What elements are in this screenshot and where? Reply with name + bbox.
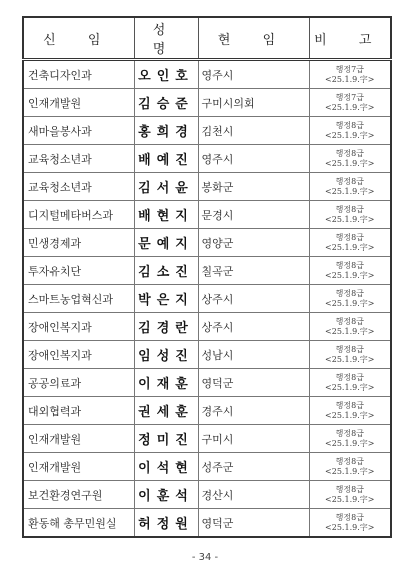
person-name-cell: 권세훈 (134, 397, 198, 425)
person-name-cell: 이재훈 (134, 369, 198, 397)
table-row (23, 60, 391, 89)
note-cell (309, 341, 391, 369)
effective-date-text: <25.1.9.字> (325, 354, 375, 364)
table-row (23, 145, 391, 173)
effective-date-text: <25.1.9.字> (325, 494, 375, 504)
grade-text: 행정8급 (335, 120, 364, 130)
grade-text: 행정8급 (335, 204, 364, 214)
new-post-cell: 건축디자인과 (23, 60, 134, 89)
current-post-cell: 영덕군 (198, 369, 309, 397)
new-post-cell: 민생경제과 (23, 229, 134, 257)
grade-text: 행정8급 (335, 400, 364, 410)
new-post-cell: 인재개발원 (23, 453, 134, 481)
effective-date-text: <25.1.9.字> (325, 382, 375, 392)
note-cell (309, 313, 391, 341)
new-post-cell: 장애인복지과 (23, 313, 134, 341)
current-post-cell: 상주시 (198, 313, 309, 341)
current-post-cell: 김천시 (198, 117, 309, 145)
table-row (23, 285, 391, 313)
grade-text: 행정8급 (335, 428, 364, 438)
grade-text: 행정8급 (335, 176, 364, 186)
grade-text: 행정7급 (335, 92, 364, 102)
new-post-cell: 공공의료과 (23, 369, 134, 397)
current-post-cell: 성남시 (198, 341, 309, 369)
table-row (23, 173, 391, 201)
table-header (23, 17, 391, 60)
effective-date-text: <25.1.9.字> (325, 74, 375, 84)
current-post-cell: 영양군 (198, 229, 309, 257)
new-post-cell: 투자유치단 (23, 257, 134, 285)
note-cell (309, 89, 391, 117)
table-row (23, 117, 391, 145)
new-post-cell: 인재개발원 (23, 425, 134, 453)
person-name-cell: 이석현 (134, 453, 198, 481)
effective-date-text: <25.1.9.字> (325, 466, 375, 476)
table-row (23, 313, 391, 341)
effective-date-text: <25.1.9.字> (325, 158, 375, 168)
person-name-cell: 홍희경 (134, 117, 198, 145)
current-post-cell: 상주시 (198, 285, 309, 313)
person-name-cell: 박은지 (134, 285, 198, 313)
current-post-cell: 칠곡군 (198, 257, 309, 285)
current-post-cell: 구미시의회 (198, 89, 309, 117)
current-post-cell: 영주시 (198, 145, 309, 173)
person-name-cell: 정미진 (134, 425, 198, 453)
note-cell (309, 173, 391, 201)
effective-date-text: <25.1.9.字> (325, 242, 375, 252)
current-post-cell: 영덕군 (198, 509, 309, 538)
table-row (23, 425, 391, 453)
note-cell (309, 60, 391, 89)
header-new-post: 신 임 (23, 17, 134, 60)
person-name-cell: 문예지 (134, 229, 198, 257)
table-row (23, 481, 391, 509)
person-name-cell: 김소진 (134, 257, 198, 285)
current-post-cell: 구미시 (198, 425, 309, 453)
note-cell (309, 397, 391, 425)
personnel-table (22, 16, 392, 538)
effective-date-text: <25.1.9.字> (325, 298, 375, 308)
grade-text: 행정8급 (335, 456, 364, 466)
new-post-cell: 디지털메타버스과 (23, 201, 134, 229)
new-post-cell: 새마을봉사과 (23, 117, 134, 145)
effective-date-text: <25.1.9.字> (325, 270, 375, 280)
note-cell (309, 481, 391, 509)
grade-text: 행정8급 (335, 316, 364, 326)
grade-text: 행정8급 (335, 512, 364, 522)
person-name-cell: 배예진 (134, 145, 198, 173)
table-row (23, 229, 391, 257)
current-post-cell: 성주군 (198, 453, 309, 481)
grade-text: 행정8급 (335, 288, 364, 298)
table-row (23, 453, 391, 481)
grade-text: 행정8급 (335, 148, 364, 158)
table-row (23, 257, 391, 285)
grade-text: 행정8급 (335, 484, 364, 494)
new-post-cell: 교육청소년과 (23, 145, 134, 173)
current-post-cell: 봉화군 (198, 173, 309, 201)
effective-date-text: <25.1.9.字> (325, 186, 375, 196)
note-cell (309, 509, 391, 538)
person-name-cell: 배현지 (134, 201, 198, 229)
header-note: 비 고 (309, 17, 391, 60)
effective-date-text: <25.1.9.字> (325, 410, 375, 420)
note-cell (309, 257, 391, 285)
person-name-cell: 김경란 (134, 313, 198, 341)
grade-text: 행정8급 (335, 232, 364, 242)
current-post-cell: 영주시 (198, 60, 309, 89)
current-post-cell: 경산시 (198, 481, 309, 509)
current-post-cell: 문경시 (198, 201, 309, 229)
effective-date-text: <25.1.9.字> (325, 522, 375, 532)
note-cell (309, 285, 391, 313)
effective-date-text: <25.1.9.字> (325, 326, 375, 336)
person-name-cell: 김승준 (134, 89, 198, 117)
grade-text: 행정8급 (335, 372, 364, 382)
new-post-cell: 교육청소년과 (23, 173, 134, 201)
table-row (23, 341, 391, 369)
effective-date-text: <25.1.9.字> (325, 130, 375, 140)
person-name-cell: 김서윤 (134, 173, 198, 201)
new-post-cell: 보건환경연구원 (23, 481, 134, 509)
person-name-cell: 오인호 (134, 60, 198, 89)
header-current-post: 현 임 (198, 17, 309, 60)
note-cell (309, 369, 391, 397)
note-cell (309, 425, 391, 453)
note-cell (309, 201, 391, 229)
person-name-cell: 허정원 (134, 509, 198, 538)
note-cell (309, 117, 391, 145)
new-post-cell: 환동해 총무민원실 (23, 509, 134, 538)
new-post-cell: 장애인복지과 (23, 341, 134, 369)
table-row (23, 509, 391, 538)
personnel-table-container (22, 16, 390, 538)
new-post-cell: 인재개발원 (23, 89, 134, 117)
table-row (23, 89, 391, 117)
table-row (23, 369, 391, 397)
grade-text: 행정8급 (335, 260, 364, 270)
person-name-cell: 임성진 (134, 341, 198, 369)
grade-text: 행정8급 (335, 344, 364, 354)
note-cell (309, 453, 391, 481)
table-row (23, 397, 391, 425)
header-name: 성 명 (134, 17, 198, 60)
note-cell (309, 229, 391, 257)
table-row (23, 201, 391, 229)
table-body (23, 60, 391, 538)
effective-date-text: <25.1.9.字> (325, 438, 375, 448)
person-name-cell: 이훈석 (134, 481, 198, 509)
note-cell (309, 145, 391, 173)
new-post-cell: 대외협력과 (23, 397, 134, 425)
new-post-cell: 스마트농업혁신과 (23, 285, 134, 313)
effective-date-text: <25.1.9.字> (325, 214, 375, 224)
page-number: - 34 - (191, 552, 219, 563)
grade-text: 행정7급 (335, 64, 364, 74)
current-post-cell: 경주시 (198, 397, 309, 425)
effective-date-text: <25.1.9.字> (325, 102, 375, 112)
